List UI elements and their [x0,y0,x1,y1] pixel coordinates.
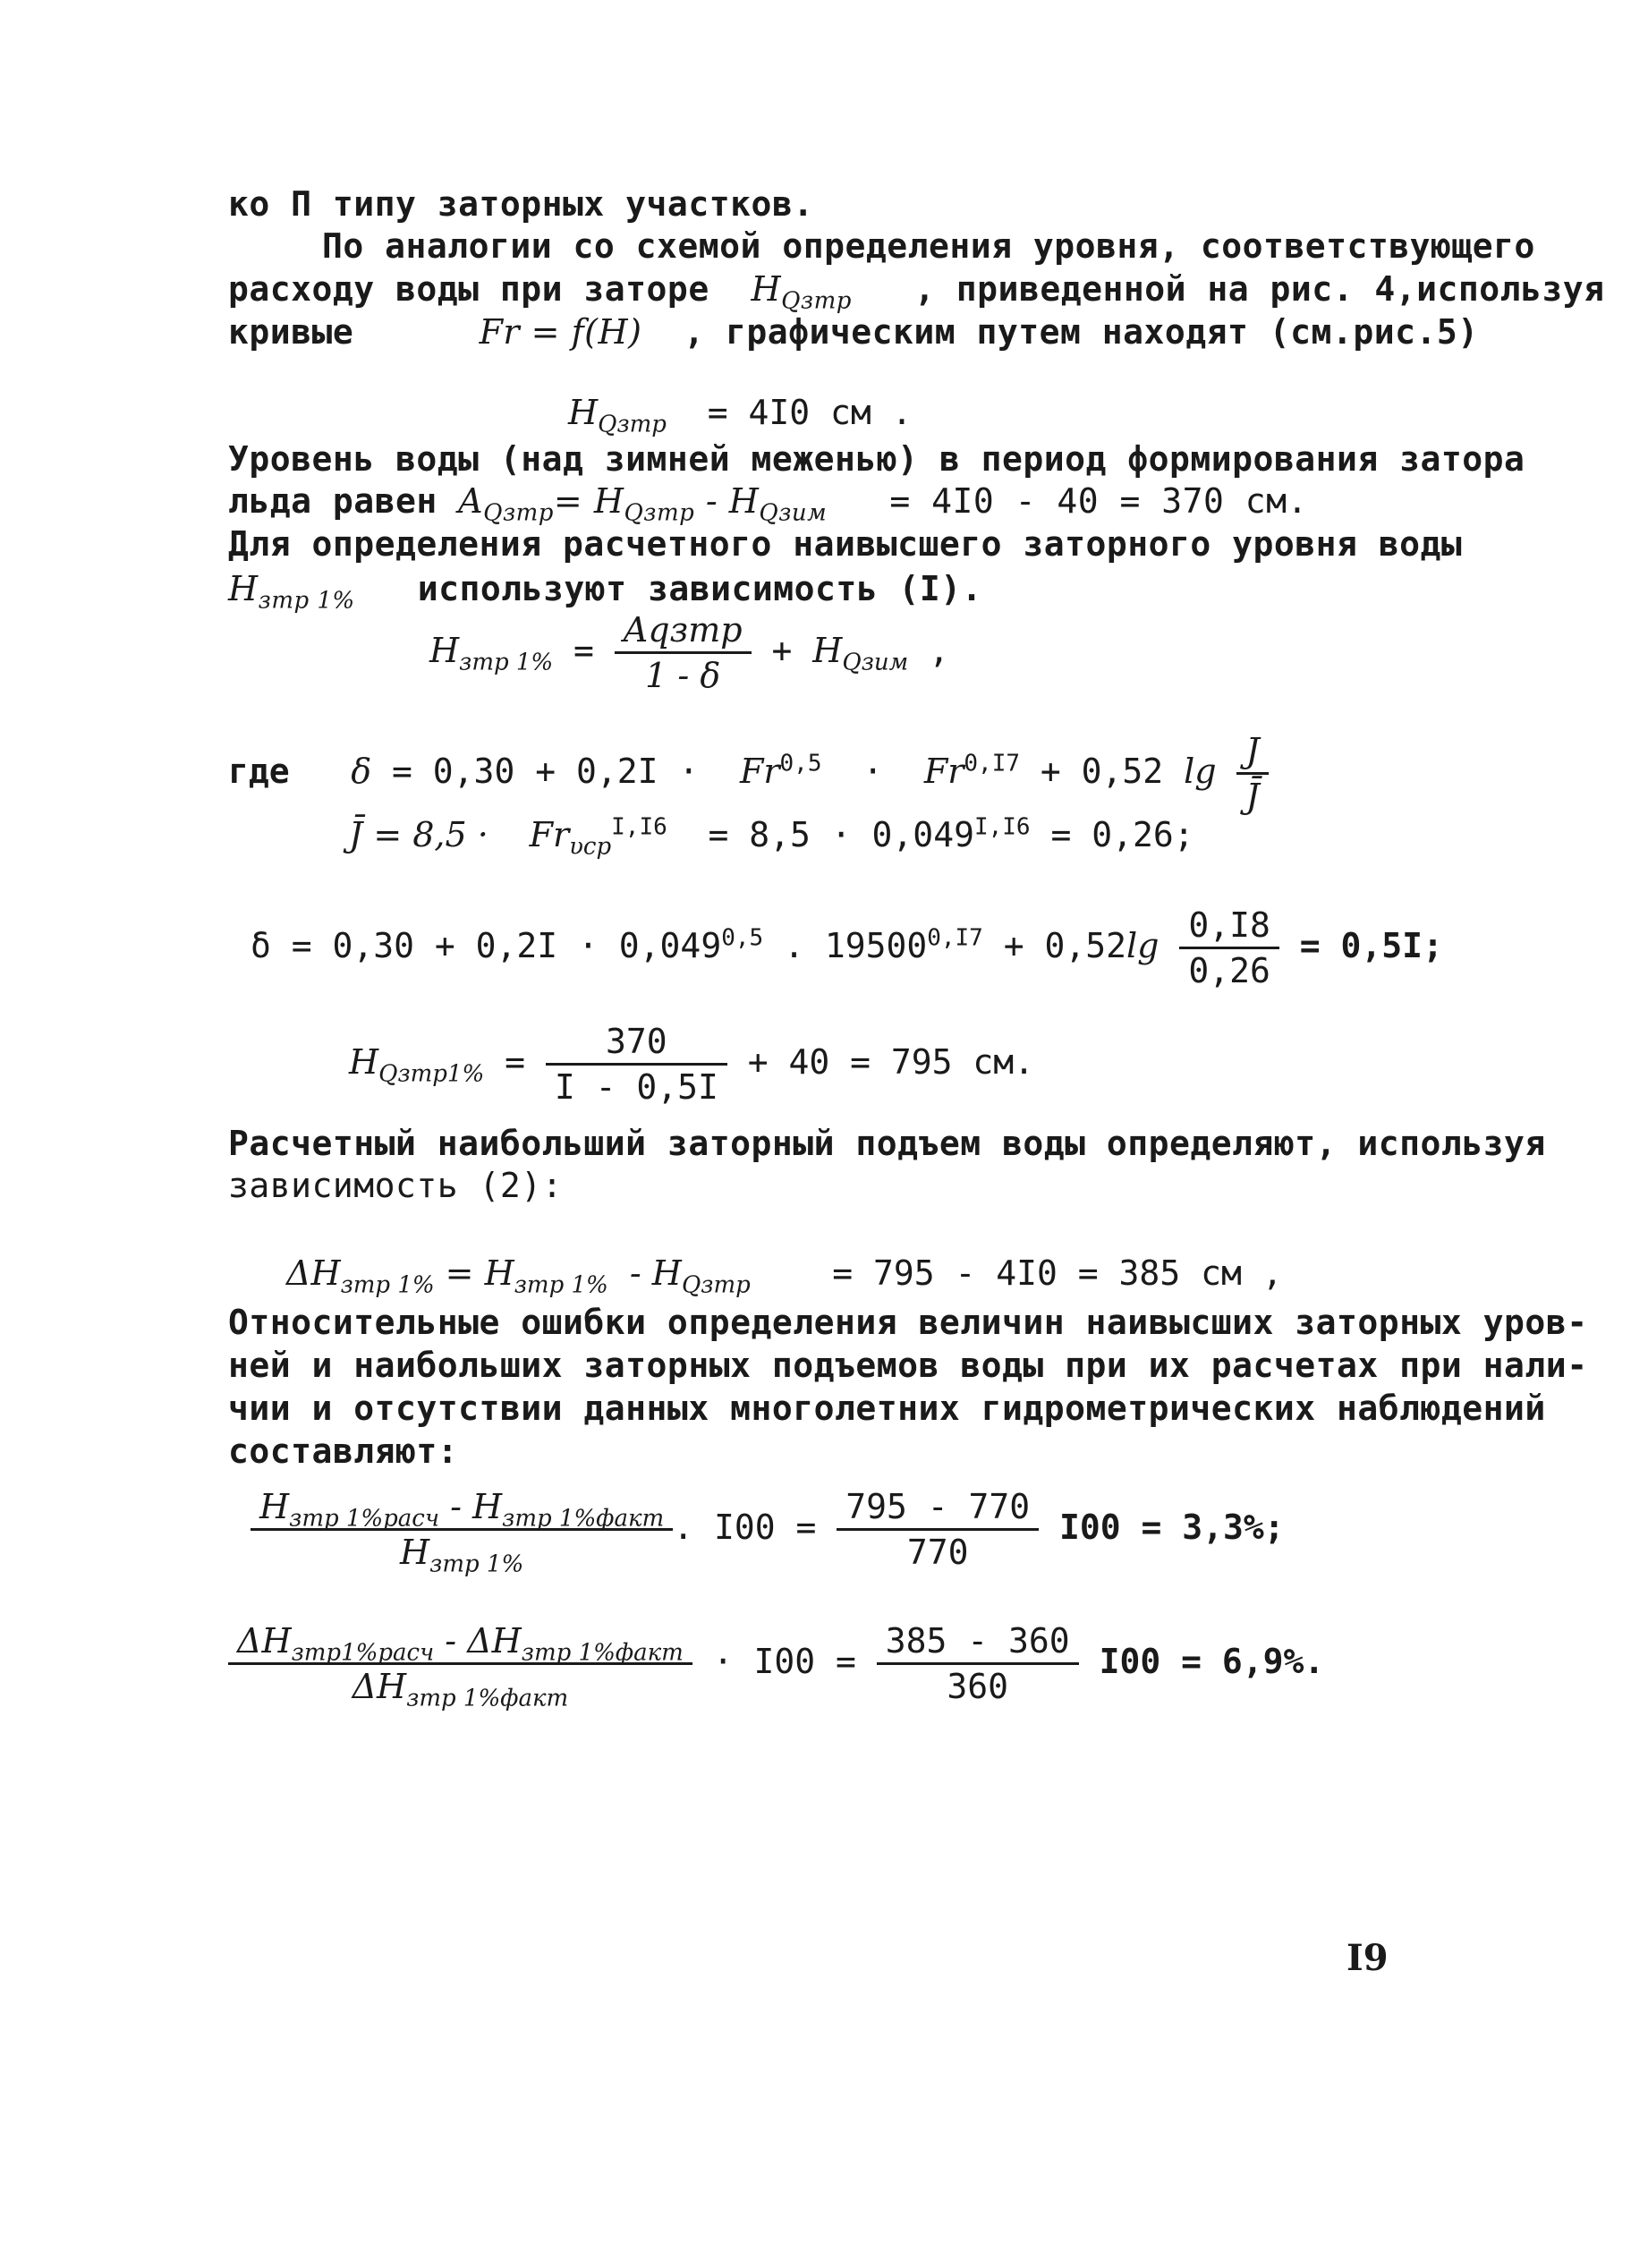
text-line-5: Уровень воды (над зимней меженью) в период формирования затора [228,439,1525,479]
text-seg: , приведенной на рис. 4,используя [914,269,1605,309]
formula-Hzatr1: $H_{зтр 1\%}$ [228,569,355,615]
text-line-10: зависимость (2): [228,1166,564,1205]
text-line-3 [228,268,1605,315]
text-line-2: По аналогии со схемой определения уровня, соответствующего [322,226,1535,266]
eq-seg: I00 = 3,3%; [1059,1508,1285,1547]
page-number: I9 [1346,1937,1389,1979]
fraction-numerator: Aqзтр [615,608,752,654]
eq-seg: . I00 = [673,1508,817,1547]
fraction-numerator: 795 - 770 [837,1485,1039,1531]
exp: 0,5 [779,750,822,777]
exp: 0,I7 [964,750,1021,777]
formula-fr-f-h: Fr = f(H) [479,312,642,352]
equation-1: $H_{зтр 1\%}$ = $\frac{\text{Aqзтр}}{1 - \delta}$ + $H_{Qзим}$ , [429,610,949,695]
fraction-numerator: 0,I8 [1179,904,1279,949]
exp: 0,I7 [927,924,983,952]
exp: I,I6 [973,813,1031,841]
equation-delta-2 [251,904,1443,992]
eq-seg: δ = 0,30 + 0,2I · 0,049 [251,926,722,965]
fraction-denominator: 770 [906,1533,969,1572]
text-seg: , графическим путем находят (см.рис.5) [684,312,1479,352]
eq-seg: I00 = 6,9%. [1099,1642,1325,1681]
formula-A-eq: $A_{Qзтр}= H_{Qзтр} - H_{Qзим}$ [458,481,828,527]
text-line-9: Расчетный наибольший заторный подъем воды определяют, используя [228,1124,1546,1163]
where-label: где [228,752,290,791]
equation-dH: $\Delta H_{зтр 1\%} = H_{зтр 1\%} - H_{Qзтр}$ = 795 - 4I0 = 385 см , [286,1253,1283,1299]
text-line-8 [228,568,982,615]
equation-error-1: $\frac{H_{зтр 1\%расч} - H_{зтр 1\%факт}}{H_{зтр 1\%}}$ . I00 = $\frac{795 - 770}{770}$ I00 = 3,3%; [251,1485,1285,1574]
text-line-11: Относительные ошибки определения величин наивысших заторных уров- [228,1303,1588,1342]
text-seg: кривые [228,312,354,352]
equation-error-2: $\frac{\Delta H_{зтр1\%расч} - \Delta H_{зтр 1\%факт}}{\Delta H_{зтр 1\%факт}}$ · I00 = $\frac{385 - 360}{360}$ I00 = 6,9%. [228,1619,1324,1708]
eq-seg: . 19500 [784,926,928,965]
text-line-14: составляют: [228,1431,459,1471]
text-line-6 [228,480,1308,527]
eq-value: = 4I0 см . [707,393,913,432]
exp: 0,5 [721,924,764,952]
equation-HQzatr1: $H_{Qзтр1\%}$ = $\frac{370}{I - 0,5I}$ + 40 = 795 см. [349,1022,1035,1107]
eq-seg: = 0,26; [1050,815,1194,854]
text-seg: расходу воды при заторе [228,269,709,309]
text-line-12: ней и наибольших заторных подъемов воды при их расчетах при нали- [228,1346,1588,1385]
fraction-numerator: J [1236,729,1268,775]
fraction-denominator: 0,26 [1188,951,1270,990]
eq-seg: = 8,5 · 0,049 [708,815,974,854]
fraction-denominator: I - 0,5I [554,1067,718,1107]
text-line-13: чии и отсутствии данных многолетних гидрометрических наблюдений [228,1389,1546,1428]
fraction-denominator: 360 [947,1667,1009,1706]
text-seg: = 4I0 - 40 = 370 см. [889,481,1308,521]
equation-jbar: J̄ = $8,5 \cdot Fr_{\upsilon cp}^{I,I6} = 8,5 \cdot 0,049^{I,I6} = 0,26$; [349,813,1194,861]
text-seg: льда равен [228,481,437,521]
text-line-7: Для определения расчетного наивысшего заторного уровня воды [228,524,1463,564]
formula-HQzatr: $H_{Qзтр}$ [751,269,852,315]
eq-seg: lg [1126,926,1160,965]
eq-seg: · I00 = [712,1642,856,1681]
fraction-numerator: 385 - 360 [877,1619,1079,1665]
exp: I,I6 [611,813,667,841]
text-line-4 [228,311,1479,353]
fraction-denominator: 1 - δ [645,656,721,695]
eq-seg: J̄ = 8,5 · [349,815,488,854]
equation-delta: где $\delta = 0,30 + 0,2I \cdot Fr^{0,5} \cdot Fr^{0,I7} + 0,52$ lg $\frac{J}{J̄}$ [228,729,1269,818]
fraction-denominator: J̄ [1245,777,1260,816]
text-line-1: ко П типу заторных участков. [228,184,814,224]
eq-seg: = 0,5I; [1299,926,1443,965]
text-seg: используют зависимость (I). [417,569,982,608]
eq-seg: + 0,52 [1003,926,1127,965]
equation-HQzatr: $H_{Qзтр} = 4I0$ см . [568,393,913,438]
eq-seg: + 40 = 795 см. [747,1042,1035,1082]
fraction-numerator: 370 [546,1020,727,1066]
eq-seg: = 795 - 4I0 = 385 см , [832,1253,1283,1293]
